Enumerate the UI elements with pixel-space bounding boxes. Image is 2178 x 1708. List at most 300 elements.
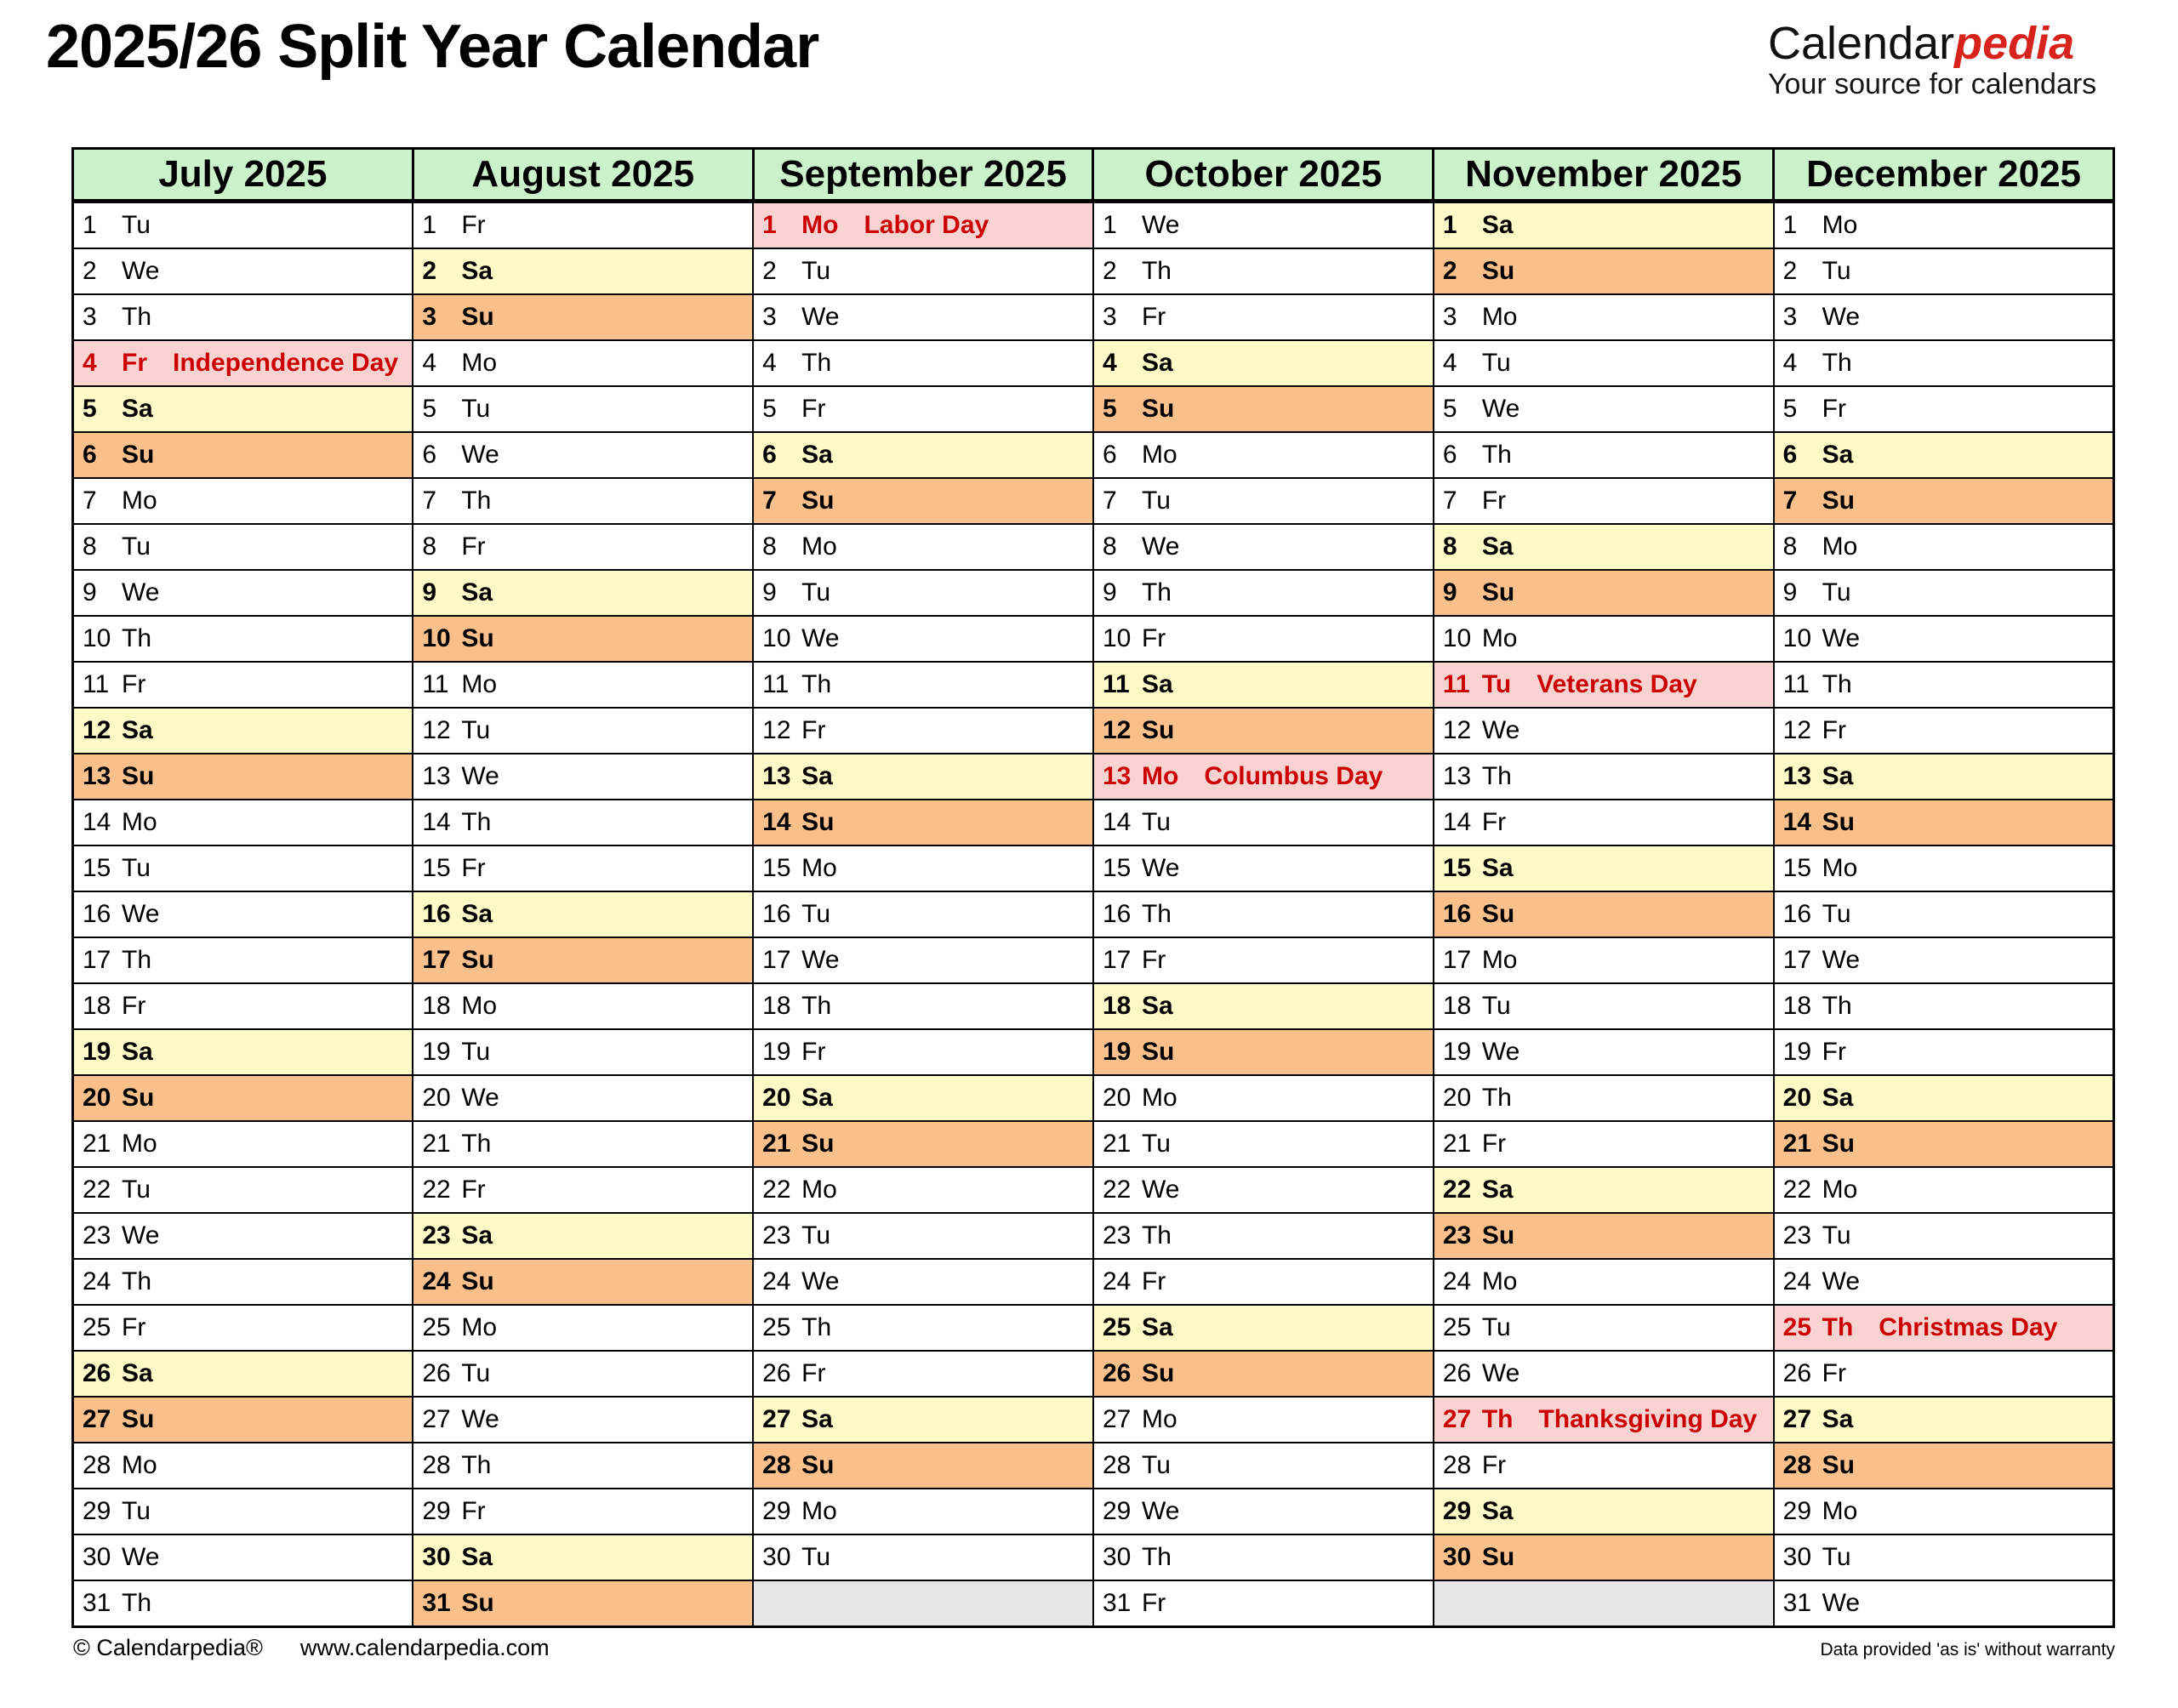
day-weekday: Su — [1822, 1130, 1855, 1158]
day-weekday: Mo — [1481, 946, 1518, 974]
day-weekday: We — [1481, 395, 1520, 423]
day-cell — [73, 754, 413, 800]
day-number: 12 — [1782, 716, 1812, 744]
day-weekday: Th — [801, 992, 832, 1020]
day-weekday: Mo — [122, 808, 157, 836]
day-cell — [753, 294, 1093, 340]
day-cell — [1774, 1259, 2114, 1305]
day-number: 14 — [762, 808, 791, 836]
day-weekday: Su — [1141, 1038, 1175, 1066]
day-weekday: Fr — [1822, 716, 1846, 744]
day-number: 18 — [83, 992, 111, 1020]
day-number: 4 — [83, 349, 97, 377]
day-cell — [1434, 386, 1774, 432]
day-number: 20 — [83, 1084, 111, 1112]
day-weekday: Fr — [801, 395, 826, 423]
day-cell — [73, 1534, 413, 1580]
day-weekday: Fr — [122, 992, 146, 1020]
day-number: 21 — [1102, 1130, 1132, 1158]
holiday-name: Veterans Day — [1537, 670, 1697, 698]
day-cell — [413, 1397, 753, 1443]
day-cell — [1093, 1121, 1434, 1167]
day-number: 8 — [1102, 532, 1117, 561]
day-weekday: Th — [1141, 1543, 1172, 1571]
day-cell — [1774, 662, 2114, 708]
day-cell — [1434, 800, 1774, 845]
day-weekday: Mo — [1822, 211, 1858, 239]
day-weekday: Tu — [122, 1497, 151, 1525]
day-cell — [1774, 478, 2114, 524]
day-weekday: Tu — [1481, 992, 1511, 1020]
day-cell — [413, 891, 753, 937]
day-weekday: Fr — [1822, 1359, 1846, 1387]
day-cell — [753, 524, 1093, 570]
day-cell — [1093, 891, 1434, 937]
day-number: 20 — [422, 1084, 451, 1112]
logo-tagline: Your source for calendars — [1768, 68, 2097, 100]
day-number: 7 — [422, 487, 437, 515]
day-number: 15 — [762, 854, 791, 882]
day-number: 6 — [83, 441, 97, 469]
day-number: 3 — [1102, 303, 1117, 331]
day-cell — [1093, 570, 1434, 616]
day-number: 30 — [1442, 1543, 1472, 1571]
day-cell — [1434, 1075, 1774, 1121]
day-cell — [1774, 1213, 2114, 1259]
day-number: 23 — [422, 1221, 451, 1250]
day-weekday: Th — [122, 1589, 152, 1617]
day-weekday: Th — [1822, 670, 1852, 698]
day-number: 23 — [1102, 1221, 1132, 1250]
day-weekday: Th — [1481, 441, 1512, 469]
day-cell — [73, 478, 413, 524]
day-row — [73, 845, 2114, 891]
footer-url-link[interactable]: www.calendarpedia.com — [299, 1635, 550, 1660]
day-weekday: Tu — [1822, 1543, 1851, 1571]
day-weekday: Th — [1141, 257, 1172, 285]
day-cell — [1434, 1121, 1774, 1167]
day-weekday: Tu — [122, 1176, 151, 1204]
day-weekday: Sa — [801, 1405, 833, 1433]
day-cell — [1434, 524, 1774, 570]
day-weekday: Tu — [122, 532, 151, 561]
day-weekday: Tu — [1822, 578, 1851, 606]
day-weekday: Th — [1141, 900, 1172, 928]
day-cell — [1434, 570, 1774, 616]
day-weekday: We — [1141, 532, 1180, 561]
day-weekday: We — [1822, 1589, 1861, 1617]
day-number: 13 — [83, 762, 111, 790]
day-number: 13 — [1102, 762, 1132, 790]
day-weekday: Fr — [1141, 1267, 1166, 1295]
day-number: 29 — [1442, 1497, 1472, 1525]
day-weekday: Mo — [122, 1451, 157, 1479]
day-weekday: Tu — [122, 854, 151, 882]
day-cell — [1093, 294, 1434, 340]
day-weekday: Sa — [122, 716, 153, 744]
day-weekday: We — [1141, 1497, 1180, 1525]
day-weekday: Mo — [801, 1497, 837, 1525]
day-weekday: Fr — [801, 1359, 826, 1387]
day-number: 11 — [422, 670, 449, 698]
day-number: 7 — [1782, 487, 1798, 515]
day-cell — [73, 432, 413, 478]
day-weekday: Sa — [1481, 532, 1514, 561]
day-row — [73, 570, 2114, 616]
day-weekday: Tu — [1141, 487, 1171, 515]
day-number: 27 — [1782, 1405, 1812, 1433]
day-number: 6 — [1782, 441, 1798, 469]
day-weekday: Fr — [1481, 1451, 1507, 1479]
day-cell — [1093, 662, 1434, 708]
day-number: 5 — [762, 395, 777, 423]
day-row — [73, 202, 2114, 249]
day-number: 11 — [83, 670, 110, 698]
day-number: 27 — [1102, 1405, 1132, 1433]
day-number: 27 — [1442, 1405, 1472, 1433]
day-weekday: Su — [1481, 578, 1515, 606]
day-number: 20 — [1782, 1084, 1812, 1112]
day-cell — [1774, 248, 2114, 294]
day-number: 10 — [1442, 624, 1472, 652]
day-weekday: Mo — [122, 487, 157, 515]
day-number: 17 — [1442, 946, 1472, 974]
calendar-table — [71, 147, 2115, 1628]
day-row — [73, 1259, 2114, 1305]
day-cell — [1434, 1489, 1774, 1534]
day-weekday: Su — [461, 946, 494, 974]
day-cell — [413, 662, 753, 708]
day-number: 10 — [1782, 624, 1812, 652]
day-cell — [1434, 1259, 1774, 1305]
day-number: 22 — [762, 1176, 791, 1204]
day-weekday: Th — [461, 1451, 492, 1479]
day-cell — [1774, 294, 2114, 340]
day-cell — [1434, 340, 1774, 386]
day-cell — [753, 248, 1093, 294]
day-weekday: Sa — [1141, 1313, 1173, 1341]
day-cell — [1093, 340, 1434, 386]
day-weekday: Fr — [1141, 1589, 1166, 1617]
day-weekday: Su — [122, 1084, 155, 1112]
day-number: 17 — [1782, 946, 1812, 974]
day-weekday: Su — [1481, 1221, 1515, 1250]
day-weekday: Th — [1481, 1084, 1512, 1112]
day-cell — [413, 202, 753, 249]
day-number: 29 — [762, 1497, 791, 1525]
day-cell — [1093, 1213, 1434, 1259]
day-cell — [1774, 1580, 2114, 1627]
day-weekday: Tu — [1481, 1313, 1511, 1341]
day-weekday: We — [1481, 716, 1520, 744]
day-cell — [753, 754, 1093, 800]
day-weekday: Sa — [122, 1038, 153, 1066]
day-weekday: We — [461, 441, 499, 469]
day-cell — [1434, 1213, 1774, 1259]
day-weekday: Su — [801, 1451, 835, 1479]
day-row — [73, 340, 2114, 386]
day-cell — [413, 708, 753, 754]
day-cell — [73, 1259, 413, 1305]
day-row — [73, 891, 2114, 937]
day-number: 6 — [1102, 441, 1117, 469]
day-weekday: Th — [1481, 762, 1512, 790]
footer-left — [73, 1635, 550, 1661]
day-number: 5 — [1102, 395, 1117, 423]
day-number: 25 — [1782, 1313, 1812, 1341]
day-weekday: We — [801, 303, 840, 331]
day-weekday: We — [1141, 211, 1180, 239]
day-cell — [1093, 845, 1434, 891]
day-row — [73, 1075, 2114, 1121]
day-weekday: We — [122, 257, 160, 285]
day-cell — [1093, 478, 1434, 524]
day-cell — [753, 891, 1093, 937]
day-number: 28 — [83, 1451, 111, 1479]
day-cell — [753, 478, 1093, 524]
day-number: 24 — [83, 1267, 111, 1295]
day-cell — [1093, 708, 1434, 754]
day-cell — [1774, 1397, 2114, 1443]
day-cell — [753, 845, 1093, 891]
day-number: 6 — [762, 441, 777, 469]
day-row — [73, 1029, 2114, 1075]
day-number: 27 — [762, 1405, 791, 1433]
day-number: 12 — [422, 716, 451, 744]
day-cell — [413, 432, 753, 478]
day-number: 31 — [422, 1589, 451, 1617]
day-weekday: Th — [122, 946, 152, 974]
day-cell — [413, 1443, 753, 1489]
day-cell — [1774, 1075, 2114, 1121]
day-weekday: Sa — [461, 257, 493, 285]
day-cell — [1093, 1489, 1434, 1534]
day-cell — [753, 708, 1093, 754]
day-cell — [73, 1167, 413, 1213]
day-weekday: Tu — [1141, 1451, 1171, 1479]
day-weekday: Th — [1481, 1405, 1514, 1433]
day-weekday: Mo — [461, 670, 498, 698]
day-number: 19 — [1102, 1038, 1132, 1066]
day-cell — [1093, 248, 1434, 294]
logo-word-red: pedia — [1954, 18, 2075, 69]
holiday-name: Independence Day — [173, 349, 399, 377]
day-cell — [1774, 845, 2114, 891]
day-cell — [73, 1351, 413, 1397]
day-cell — [73, 570, 413, 616]
day-number: 8 — [83, 532, 97, 561]
day-weekday: Fr — [122, 1313, 146, 1341]
day-number: 1 — [1782, 211, 1798, 239]
day-number: 18 — [1102, 992, 1132, 1020]
day-number: 31 — [1782, 1589, 1812, 1617]
day-row — [73, 248, 2114, 294]
day-number: 5 — [1782, 395, 1798, 423]
day-cell — [1434, 616, 1774, 662]
day-number: 5 — [83, 395, 97, 423]
day-weekday: Tu — [1141, 1130, 1171, 1158]
day-number: 1 — [1442, 211, 1457, 239]
day-weekday: We — [801, 946, 840, 974]
day-weekday: Mo — [461, 992, 498, 1020]
day-cell — [1093, 1580, 1434, 1627]
day-number: 12 — [1442, 716, 1472, 744]
day-cell — [73, 248, 413, 294]
day-weekday: Mo — [1481, 303, 1518, 331]
holiday-name: Labor Day — [864, 211, 989, 239]
day-weekday: Su — [1481, 900, 1515, 928]
day-cell — [753, 662, 1093, 708]
day-cell — [1774, 202, 2114, 249]
day-weekday: Mo — [1141, 441, 1177, 469]
day-weekday: Th — [1141, 578, 1172, 606]
day-row — [73, 800, 2114, 845]
day-weekday: Su — [1822, 487, 1855, 515]
day-number: 4 — [1442, 349, 1457, 377]
day-weekday: Mo — [461, 349, 498, 377]
day-number: 19 — [83, 1038, 111, 1066]
day-number: 28 — [762, 1451, 791, 1479]
day-weekday: Tu — [1822, 257, 1851, 285]
day-cell — [1093, 1167, 1434, 1213]
day-number: 1 — [83, 211, 97, 239]
day-weekday: Sa — [122, 395, 153, 423]
day-cell — [1434, 754, 1774, 800]
day-row — [73, 294, 2114, 340]
day-weekday: We — [122, 900, 160, 928]
day-weekday: Tu — [801, 1221, 831, 1250]
day-cell — [73, 524, 413, 570]
day-cell — [1774, 891, 2114, 937]
day-number: 23 — [83, 1221, 111, 1250]
day-cell — [73, 1121, 413, 1167]
day-cell — [413, 937, 753, 983]
logo-word-black: Calendar — [1768, 18, 1955, 69]
day-cell — [1774, 386, 2114, 432]
day-cell — [753, 570, 1093, 616]
day-number: 22 — [1102, 1176, 1132, 1204]
day-number: 8 — [1782, 532, 1798, 561]
day-cell — [1434, 248, 1774, 294]
day-number: 11 — [762, 670, 790, 698]
day-weekday: Sa — [1481, 211, 1514, 239]
day-cell — [1434, 708, 1774, 754]
day-cell — [1434, 432, 1774, 478]
day-cell — [413, 386, 753, 432]
day-cell — [1434, 983, 1774, 1029]
day-weekday: Th — [461, 808, 492, 836]
day-number: 15 — [1102, 854, 1132, 882]
day-weekday: Su — [1822, 1451, 1855, 1479]
day-weekday: Su — [801, 487, 835, 515]
day-weekday: Tu — [801, 900, 831, 928]
day-cell — [73, 1305, 413, 1351]
day-cell — [1774, 1167, 2114, 1213]
day-weekday: We — [1822, 624, 1861, 652]
day-number: 29 — [83, 1497, 111, 1525]
day-number: 3 — [1442, 303, 1457, 331]
day-number: 24 — [1442, 1267, 1472, 1295]
day-number: 14 — [1782, 808, 1812, 836]
day-cell — [753, 1534, 1093, 1580]
day-cell — [73, 1397, 413, 1443]
day-weekday: Sa — [1822, 1405, 1854, 1433]
day-weekday: Su — [1141, 716, 1175, 744]
month-header: September 2025 — [753, 149, 1093, 202]
day-row — [73, 616, 2114, 662]
day-number: 5 — [422, 395, 437, 423]
day-number: 3 — [83, 303, 97, 331]
day-weekday: Fr — [1481, 808, 1507, 836]
day-cell — [753, 1121, 1093, 1167]
day-weekday: Sa — [1141, 670, 1173, 698]
day-number: 26 — [83, 1359, 111, 1387]
day-weekday: Sa — [461, 900, 493, 928]
day-number: 4 — [1102, 349, 1117, 377]
day-weekday: Fr — [461, 532, 486, 561]
day-weekday: Tu — [801, 1543, 831, 1571]
month-header: November 2025 — [1434, 149, 1774, 202]
day-number: 17 — [422, 946, 451, 974]
day-weekday: Sa — [1822, 441, 1854, 469]
day-row — [73, 1213, 2114, 1259]
day-row — [73, 386, 2114, 432]
day-weekday: We — [801, 1267, 840, 1295]
day-weekday: Fr — [1141, 624, 1166, 652]
day-weekday: Sa — [1481, 1176, 1514, 1204]
day-cell — [73, 800, 413, 845]
day-number: 14 — [1442, 808, 1472, 836]
day-cell — [753, 1305, 1093, 1351]
day-cell — [1774, 708, 2114, 754]
day-weekday: We — [122, 1543, 160, 1571]
day-cell — [73, 891, 413, 937]
day-number: 30 — [762, 1543, 791, 1571]
day-cell — [753, 937, 1093, 983]
day-number: 25 — [83, 1313, 111, 1341]
day-row — [73, 1443, 2114, 1489]
day-number: 11 — [1442, 670, 1470, 698]
day-weekday: Su — [461, 624, 494, 652]
day-cell — [1093, 1534, 1434, 1580]
day-weekday: Sa — [461, 578, 493, 606]
day-cell — [753, 340, 1093, 386]
day-cell — [413, 1305, 753, 1351]
day-weekday: We — [1822, 303, 1861, 331]
day-weekday: Th — [122, 1267, 152, 1295]
day-cell — [413, 983, 753, 1029]
day-weekday: Tu — [1822, 900, 1851, 928]
day-row — [73, 937, 2114, 983]
day-cell — [1093, 202, 1434, 249]
day-number: 21 — [83, 1130, 111, 1158]
day-cell — [1774, 432, 2114, 478]
day-number: 2 — [762, 257, 777, 285]
day-cell — [1093, 1351, 1434, 1397]
day-cell — [1093, 1397, 1434, 1443]
day-number: 25 — [1102, 1313, 1132, 1341]
day-row — [73, 1397, 2114, 1443]
day-weekday: Sa — [801, 1084, 833, 1112]
day-weekday: We — [461, 1405, 499, 1433]
day-weekday: Su — [461, 1589, 494, 1617]
day-number: 13 — [762, 762, 791, 790]
day-weekday: Tu — [801, 578, 831, 606]
day-weekday: Mo — [1141, 1405, 1177, 1433]
day-weekday: Mo — [801, 1176, 837, 1204]
day-cell — [753, 1075, 1093, 1121]
day-cell — [1093, 1075, 1434, 1121]
